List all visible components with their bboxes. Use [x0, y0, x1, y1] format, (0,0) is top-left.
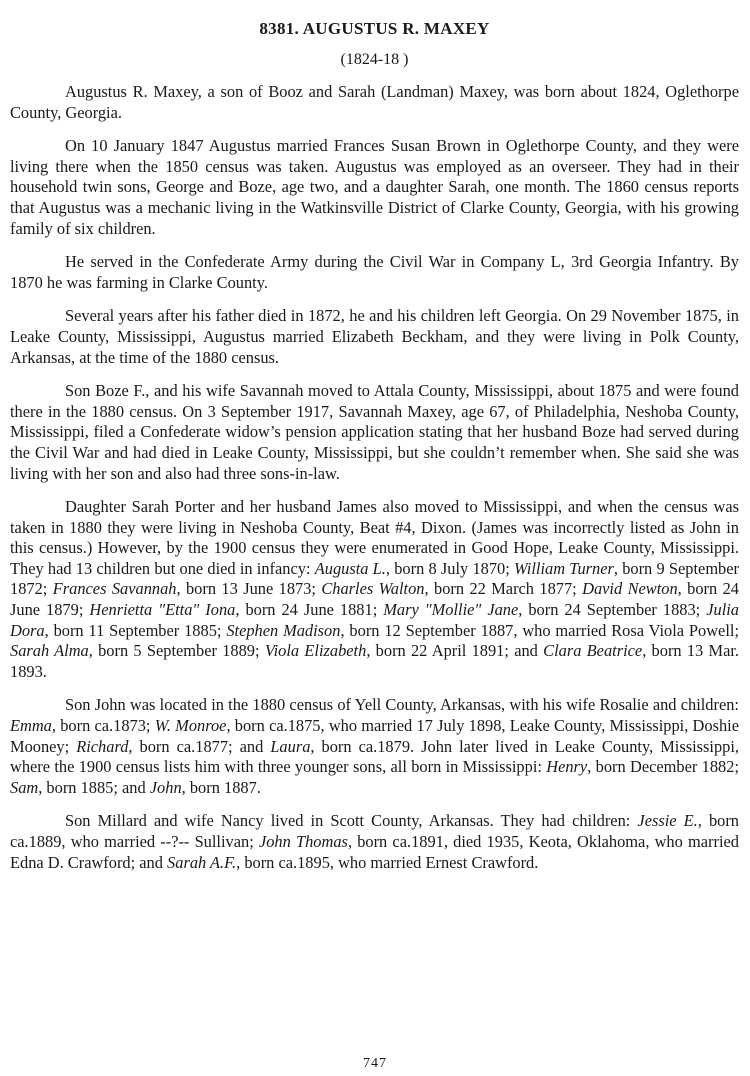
italic-name: Richard	[76, 736, 129, 756]
text-run: Son John was located in the 1880 census of Yell County, Arkansas, with his wife Rosalie and children:	[65, 695, 739, 715]
italic-name: W. Monroe	[154, 716, 227, 736]
text-run: , born ca.1889, who married --?-- Sullivan;	[10, 811, 739, 851]
italic-name: Julia Dora	[10, 600, 740, 640]
text-run: , born 13 Mar. 1893.	[10, 641, 740, 681]
text-run: , born ca.1895, who married Ernest Crawford.	[236, 852, 539, 872]
text-run: Son Millard and wife Nancy lived in Scott County, Arkansas. They had children:	[65, 811, 638, 831]
italic-name: Henry	[546, 757, 588, 777]
text-run: , born 22 March 1877;	[424, 579, 583, 599]
text-run: Augustus R. Maxey, a son of Booz and Sarah (Landman) Maxey, was born about 1824, Oglethorpe County, Georgia.	[10, 82, 739, 122]
italic-name: William Turner	[514, 558, 614, 578]
italic-name: Sarah A.F.	[167, 852, 237, 872]
text-run: , born 8 July 1870;	[385, 558, 515, 578]
italic-name: Mary "Mollie" Jane	[383, 600, 519, 620]
paragraph	[10, 306, 739, 368]
italic-name: Emma	[10, 716, 52, 736]
text-run: , born 13 June 1873;	[176, 579, 322, 599]
text-run: He served in the Confederate Army during the Civil War in Company L, 3rd Georgia Infantry. By 1870 he was farming in Clarke County.	[10, 252, 739, 292]
document-title: 8381. AUGUSTUS R. MAXEY	[259, 19, 490, 38]
text-run: , born 5 September 1889;	[88, 641, 265, 661]
text-run: , born ca.1879. John later lived in Leake County, Mississippi, where the 1900 census lists him with three younger sons, all born in Mississippi:	[10, 736, 739, 777]
text-run: , born ca.1891, died 1935, Keota, Oklahoma, who married Edna D. Crawford; and	[10, 832, 739, 872]
text-run: Daughter Sarah Porter and her husband James also moved to Mississippi, and when the census was taken in 1880 they were living in Neshoba County, Beat #4, Dixon. (James was incorrectly listed as John in this census.) However, by the 1900 census they were enumerated in Good Hope, Leake County, Mississippi. They had 13 children but one died in infancy:	[10, 497, 739, 578]
text-run: , born 11 September 1885;	[44, 620, 227, 640]
italic-name: Sarah Alma	[10, 641, 89, 661]
italic-name: John	[149, 777, 182, 797]
paragraph	[10, 381, 739, 484]
life-dates: (1824-18 )	[340, 51, 409, 68]
paragraph	[10, 136, 739, 239]
paragraph	[10, 252, 739, 293]
text-run: , born 9 September 1872;	[10, 558, 739, 599]
text-run: , born 1885; and	[38, 777, 150, 797]
paragraph	[10, 497, 739, 682]
text-run: Son Boze F., and his wife Savannah moved to Attala County, Mississippi, about 1875 and were found there in the 1880 census. On 3 September 1917, Savannah Maxey, age 67, of Philadelphia, Neshoba County, Mississippi, filed a Confederate widow’s pension application stating that her husband Boze had served during the Civil War and had died in Leake County, Mississippi, but she couldn’t remember when. She said she was living with her son and also had three sons-in-law.	[10, 381, 739, 483]
italic-name: Stephen Madison	[226, 620, 341, 640]
paragraph	[10, 82, 739, 123]
text-run: , born ca.1873;	[51, 716, 155, 736]
italic-name: Henrietta "Etta" Iona	[89, 600, 236, 620]
italic-name: Sam	[10, 777, 39, 797]
text-run: , born 24 September 1883;	[518, 600, 707, 620]
italic-name: Charles Walton	[321, 579, 425, 599]
text-run: , born December 1882;	[587, 757, 740, 777]
italic-name: Clara Beatrice	[543, 641, 643, 661]
text-run: , born 12 September 1887, who married Rosa Viola Powell;	[340, 620, 739, 640]
text-run: Several years after his father died in 1872, he and his children left Georgia. On 29 November 1875, in Leake County, Mississippi, Augustus married Elizabeth Beckham, and they were living in Polk County, Arkansas, at the time of the 1880 census.	[10, 306, 739, 367]
italic-name: Laura	[270, 736, 311, 756]
text-run: , born 24 June 1879;	[10, 579, 739, 620]
page-number: 747	[363, 1056, 387, 1071]
paragraph	[10, 811, 739, 873]
italic-name: Viola Elizabeth	[264, 641, 367, 661]
text-run: On 10 January 1847 Augustus married Frances Susan Brown in Oglethorpe County, and they were living there when the 1850 census was taken. Augustus was employed as an overseer. They had in their household twin sons, George and Boze, age two, and a daughter Sarah, one month. The 1860 census reports that Augustus was a mechanic living in the Watkinsville District of Clarke County, Georgia, with his growing family of six children.	[10, 136, 739, 238]
text-run: , born 1887.	[181, 777, 261, 797]
document-page	[10, 18, 739, 886]
text-run: , born ca.1875, who married 17 July 1898, Leake County, Mississippi, Doshie Mooney;	[10, 716, 739, 756]
text-run: , born 24 June 1881;	[235, 600, 384, 620]
paragraph	[10, 695, 739, 798]
italic-name: David Newton	[582, 579, 678, 599]
body-text	[10, 82, 739, 873]
italic-name: Augusta L.	[314, 558, 386, 578]
text-run: , born 22 April 1891; and	[366, 641, 544, 661]
italic-name: John Thomas	[258, 832, 348, 851]
italic-name: Frances Savannah	[52, 579, 177, 599]
italic-name: Jessie E.	[637, 811, 698, 831]
text-run: , born ca.1877; and	[128, 736, 271, 756]
